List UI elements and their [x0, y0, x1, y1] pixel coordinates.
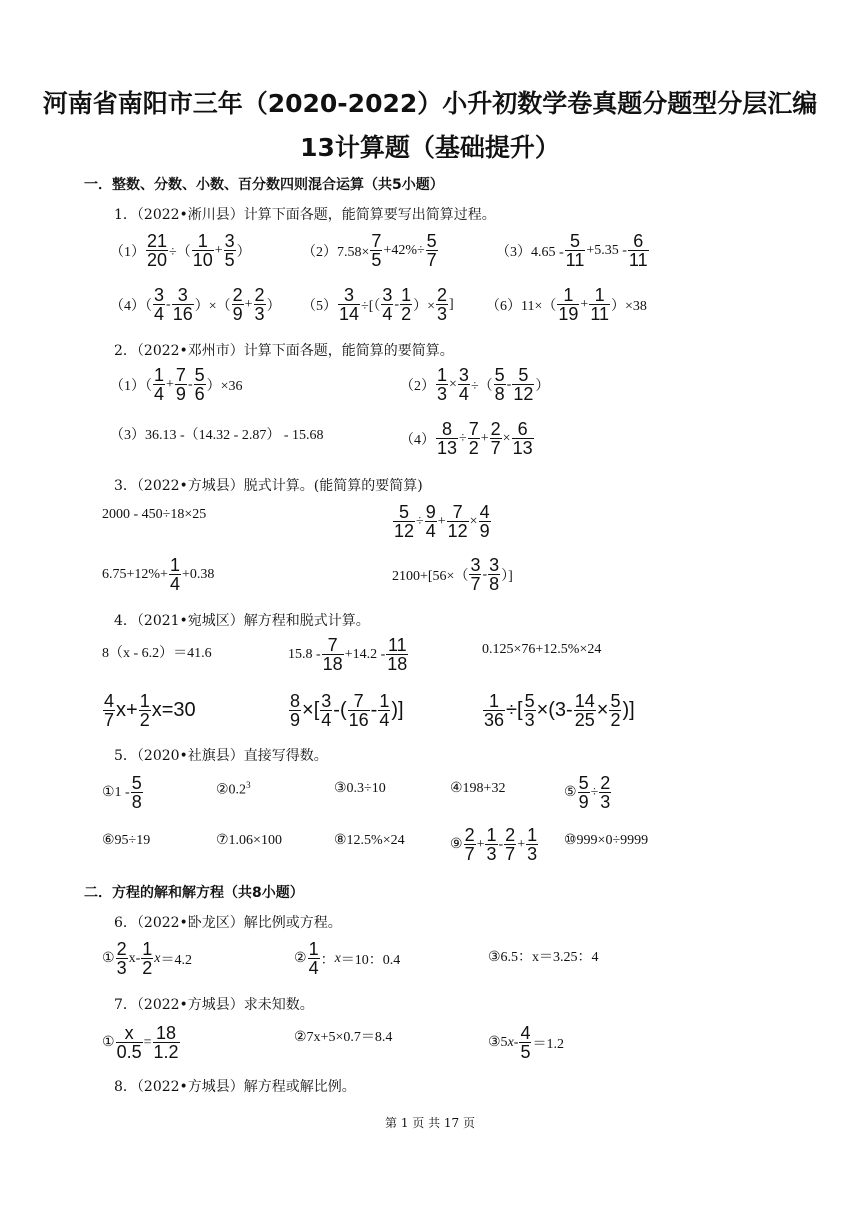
q5-item-6: ⑥95÷19 [102, 833, 151, 848]
q1-item-6: （6）11×（ $\frac{1}{19}$ + $\frac{1}{11}$ ）×38 [486, 285, 647, 324]
section-2-heading: 二．方程的解和解方程（共8小题） [84, 885, 304, 901]
question-2: 2．（2022•邓州市）计算下面各题，能简算的要简算。 [114, 343, 454, 359]
q4-item-6: $\frac{1}{36}$ ÷[ $\frac{5}{3}$ ×(3- $\frac{14}{25}$ × $\frac{5}{2}$ )] [484, 691, 635, 730]
q4-item-4: $\frac{4}{7}$ x+ $\frac{1}{2}$ x=30 [104, 691, 196, 730]
question-3: 3．（2022•方城县）脱式计算。(能简算的要简算) [114, 478, 423, 494]
q2-item-1: （1）（ $\frac{1}{4}$ + $\frac{7}{9}$ - $\frac{5}{6}$ ）×36 [110, 365, 243, 404]
q5-item-2: $②0.2^3$ [216, 780, 251, 798]
q5-item-7: ⑦1.06×100 [216, 833, 282, 848]
question-7: 7．（2022•方城县）求未知数。 [114, 997, 314, 1013]
question-6: 6．（2022•卧龙区）解比例或方程。 [114, 915, 342, 931]
q7-item-2: ②7x+5×0.7＝8.4 [294, 1030, 393, 1045]
question-5: 5．（2020•社旗县）直接写得数。 [114, 748, 328, 764]
question-8: 8．（2022•方城县）解方程或解比例。 [114, 1079, 356, 1095]
q3-item-3: 6.75+12%+ $\frac{1}{4}$ +0.38 [102, 555, 215, 594]
q1-item-2: （2）7.58× $\frac{7}{5}$ +42%÷ $\frac{5}{7}$ [302, 231, 437, 270]
q1-item-4: （4）（ $\frac{3}{4}$ - $\frac{3}{16}$ ）×（ $\frac{2}{9}$ + $\frac{2}{3}$ ） [110, 285, 281, 324]
q7-item-3: ③5 x - $\frac{4}{5}$ ＝1.2 [488, 1023, 564, 1062]
q2-item-4: （4） $\frac{8}{13}$ ÷ $\frac{7}{2}$ + $\frac{2}{7}$ × $\frac{6}{13}$ [400, 419, 533, 458]
question-1: 1．（2022•淅川县）计算下面各题，能简算要写出简算过程。 [114, 207, 496, 223]
q2-item-2: （2） $\frac{1}{3}$ × $\frac{3}{4}$ ÷（ $\frac{5}{8}$ - $\frac{5}{12}$ ） [400, 365, 550, 404]
q3-item-2: $\frac{5}{12}$ ÷ $\frac{9}{4}$ + $\frac{7}{12}$ × $\frac{4}{9}$ [394, 502, 490, 541]
q1-item-5: （5） $\frac{3}{14}$ ÷[（ $\frac{3}{4}$ - $\frac{1}{2}$ ）× $\frac{2}{3}$ ] [302, 285, 454, 324]
q4-item-3: 0.125×76+12.5%×24 [482, 642, 602, 657]
q3-item-4: 2100+[56×（ $\frac{3}{7}$ - $\frac{3}{8}$ ）] [392, 555, 513, 594]
question-4: 4．（2021•宛城区）解方程和脱式计算。 [114, 613, 370, 629]
q7-item-1: ① $\frac{x}{0.5}$ = $\frac{18}{1.2}$ [102, 1023, 179, 1062]
q6-item-3: ③6.5：x＝3.25：4 [488, 950, 599, 965]
q6-item-2: ② $\frac{1}{4}$ ： x ＝10：0.4 [294, 939, 401, 978]
q5-item-8: ⑧12.5%×24 [334, 833, 405, 848]
q5-item-10: ⑩999×0÷9999 [564, 833, 649, 848]
q4-item-1: 8（x - 6.2）＝41.6 [102, 646, 212, 661]
q5-item-4: ④198+32 [450, 781, 506, 796]
q1-item-3: （3）4.65 - $\frac{5}{11}$ +5.35 - $\frac{6}{11}$ [496, 231, 648, 270]
q3-item-1: 2000 - 450÷18×25 [102, 507, 207, 522]
q4-item-5: $\frac{8}{9}$ ×[ $\frac{3}{4}$ -( $\frac{7}{16}$ - $\frac{1}{4}$ )] [290, 691, 404, 730]
q6-item-1: ① $\frac{2}{3}$ x- $\frac{1}{2}$ x ＝4.2 [102, 939, 192, 978]
title-line-2: 13计算题（基础提升） [300, 133, 560, 162]
q1-item-1: （1） $\frac{21}{20}$ ÷（ $\frac{1}{10}$ + $\frac{3}{5}$ ） [110, 231, 251, 270]
page-footer: 第 1 页 共 17 页 [385, 1116, 475, 1130]
q5-item-3: ③0.3÷10 [334, 781, 386, 796]
q5-item-5: ⑤ $\frac{5}{9}$ ÷ $\frac{2}{3}$ [564, 773, 611, 812]
q5-item-1: ①1 - $\frac{5}{8}$ [102, 773, 142, 812]
section-1-heading: 一．整数、分数、小数、百分数四则混合运算（共5小题） [84, 177, 444, 193]
q2-item-3: （3）36.13 -（14.32 - 2.87） - 15.68 [110, 428, 324, 443]
q5-item-9: ⑨ $\frac{2}{7}$ + $\frac{1}{3}$ - $\frac{2}{7}$ + $\frac{1}{3}$ [450, 825, 538, 864]
title-line-1: 河南省南阳市三年（2020-2022）小升初数学卷真题分题型分层汇编 [42, 89, 818, 118]
q4-item-2: 15.8 - $\frac{7}{18}$ +14.2 - $\frac{11}{18}$ [288, 635, 408, 674]
